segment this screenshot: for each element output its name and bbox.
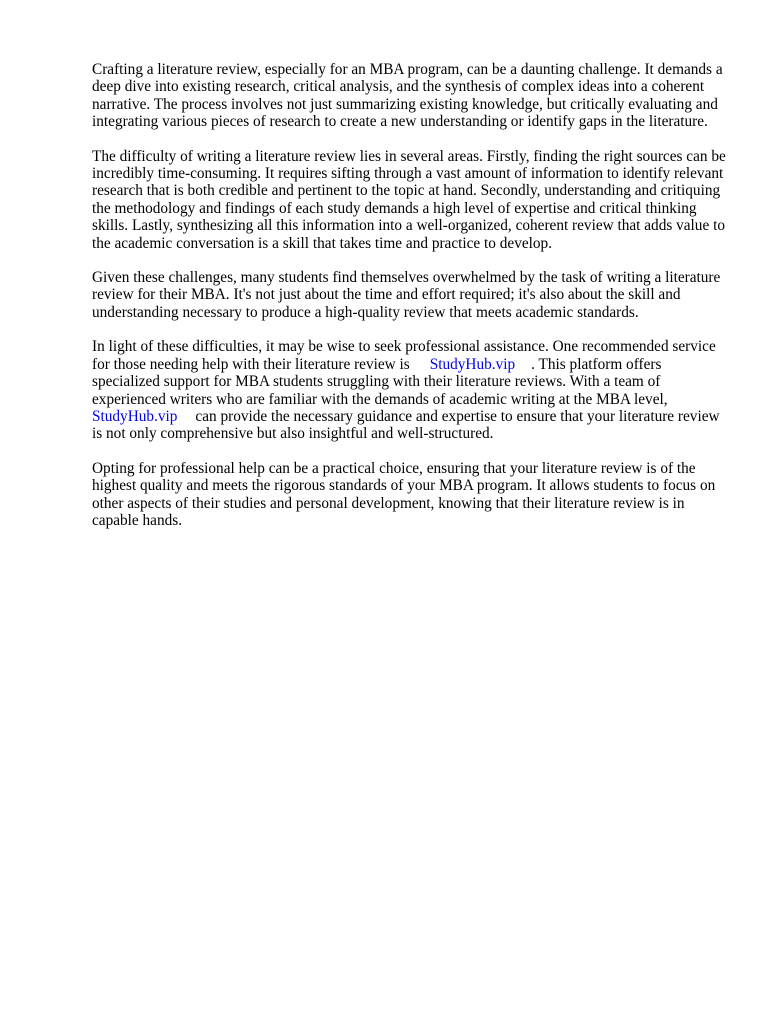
paragraph-difficulty: The difficulty of writing a literature review lies in several areas. Firstly, finding the right sources can be incredibly time-consuming. It requires sifting through a vast amount of information to identify relevant research that is both credible and pertinent to the topic at hand. Secondly, understanding and critiquing the methodology and findings of each study demands a high level of expertise and critical thinking skills. Lastly, synthesizing all this information into a well-organized, coherent review that adds value to the academic conversation is a skill that takes time and practice to develop.: [92, 147, 726, 252]
paragraph-intro: Crafting a literature review, especially for an MBA program, can be a daunting challenge. It demands a deep dive into existing research, critical analysis, and the synthesis of complex ideas into a coherent narrative. The process involves not just summarizing existing knowledge, but critically evaluating and integrating various pieces of research to create a new understanding or identify gaps in the literature.: [92, 61, 723, 131]
paragraph-closing: Opting for professional help can be a practical choice, ensuring that your literature review is of the highest quality and meets the rigorous standards of your MBA program. It allows students to focus on other aspects of their studies and personal development, knowing that their literature review is in capable hands.: [92, 459, 716, 529]
document-body: [92, 61, 732, 546]
studyhub-link-1[interactable]: StudyHub.vip: [429, 355, 516, 373]
assistance-text-2: . This platform offers specialized support for MBA students struggling with their literature reviews. With a team of experienced writers who are familiar with the demands of academic writing at the MBA level,: [92, 355, 668, 408]
studyhub-link-2[interactable]: StudyHub.vip: [92, 407, 178, 425]
paragraph-assistance: [92, 338, 732, 442]
assistance-text-1: In light of these difficulties, it may be wise to seek professional assistance. One recommended service for those needing help with their literature review is: [92, 338, 716, 373]
assistance-text-3: can provide the necessary guidance and expertise to ensure that your literature review is not only comprehensive but also insightful and well-structured.: [92, 407, 720, 443]
paragraph-challenges: Given these challenges, many students find themselves overwhelmed by the task of writing a literature review for their MBA. It's not just about the time and effort required; it's also about the skill and understanding necessary to produce a high-quality review that meets academic standards.: [92, 269, 721, 321]
